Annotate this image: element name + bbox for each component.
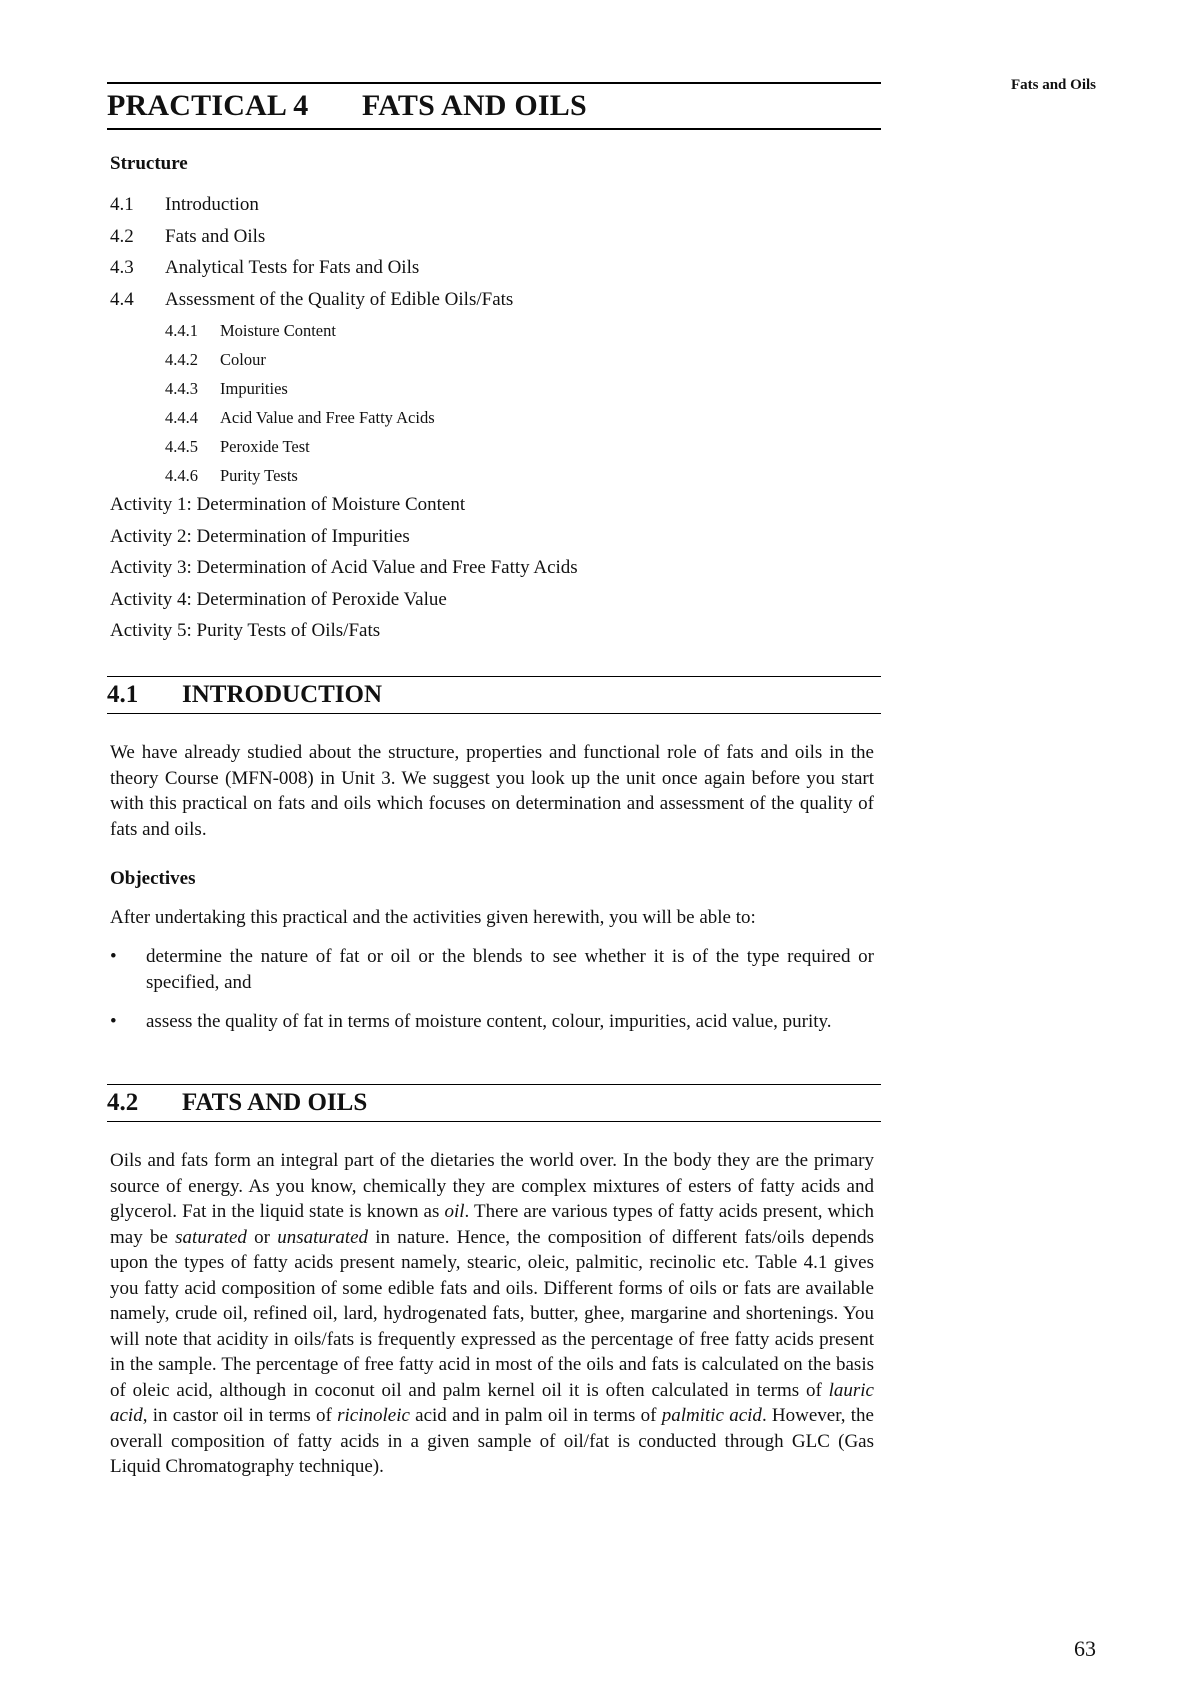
section-title [107, 677, 881, 713]
list-item-text: assess the quality of fat in terms of moisture content, colour, impurities, acid value, purity. [146, 1011, 832, 1032]
activity-item: Activity 5: Purity Tests of Oils/Fats [110, 620, 381, 641]
section-number: 4.2 [107, 1089, 139, 1116]
toc-item-label: Analytical Tests for Fats and Oils [165, 257, 420, 278]
toc-item-label: Introduction [165, 194, 259, 215]
toc-subitem-number: 4.4.4 [165, 408, 198, 427]
page-title [107, 84, 881, 128]
objectives-label: Objectives [110, 868, 196, 889]
practical-number: PRACTICAL 4 [107, 89, 309, 122]
toc-item [110, 227, 870, 259]
toc-item [110, 195, 870, 227]
toc-subitem [110, 321, 870, 350]
list-item [110, 944, 874, 995]
list-item-text: determine the nature of fat or oil or the blends to see whether it is of the type required or specified, and [146, 946, 874, 993]
section-heading-text: INTRODUCTION [182, 681, 383, 708]
toc-subitem [110, 379, 870, 408]
toc-item-number: 4.2 [110, 225, 134, 247]
section-title [107, 1085, 881, 1121]
structure-list [110, 195, 870, 653]
bullet-icon: • [110, 946, 117, 967]
paragraph-text: . However, the overall composition of fatty acids in a given sample of oil/fat is conducted through GLC (Gas Liquid Chromatography technique). [110, 1405, 874, 1477]
toc-subitem-number: 4.4.2 [165, 350, 198, 369]
emphasis-term: palmitic acid [661, 1405, 762, 1426]
page-number: 63 [1074, 1636, 1096, 1661]
emphasis-term: saturated [175, 1226, 247, 1248]
toc-item-label: Assessment of the Quality of Edible Oils/Fats [165, 288, 514, 310]
toc-item-number: 4.4 [110, 288, 134, 310]
activity-item: Activity 2: Determination of Impurities [110, 525, 410, 547]
toc-subitem [110, 408, 870, 437]
section-heading-introduction [107, 676, 881, 714]
toc-subitem [110, 350, 870, 379]
toc-subitem-number: 4.4.1 [165, 321, 198, 340]
toc-subitem-number: 4.4.3 [165, 379, 198, 398]
activity-item: Activity 3: Determination of Acid Value and Free Fatty Acids [110, 557, 578, 578]
toc-subitem-label: Peroxide Test [220, 437, 310, 456]
paragraph-text: in nature. Hence, the composition of different fats/oils depends upon the types of fatty acids present namely, stearic, oleic, palmitic, recinolic etc. Table 4.1 gives you fatty acid composition of some edible fats and oils. Different forms of oils or fats are available namely, crude oil, refined oil, lard, hydrogenated fats, butter, ghee, margarine and shortenings. You will note that acidity in oils/fats is frequently expressed as the percentage of free fatty acids present in the sample. The percentage of free fatty acid in most of the oils and fats is calculated on the basis of oleic acid, although in coconut oil and palm kernel oil it is often calculated in terms of [110, 1226, 874, 1401]
toc-subitem-label: Moisture Content [220, 321, 336, 340]
objectives-list [110, 944, 874, 1049]
paragraph-text: or [246, 1226, 278, 1248]
emphasis-term: unsaturated [277, 1226, 369, 1248]
activity-item: Activity 1: Determination of Moisture Content [110, 494, 466, 515]
fats-and-oils-paragraph [110, 1148, 874, 1480]
section-heading-text: FATS AND OILS [182, 1089, 368, 1116]
toc-item-number: 4.1 [110, 194, 134, 215]
objectives-intro: After undertaking this practical and the activities given herewith, you will be able to: [110, 907, 756, 928]
bullet-icon: • [110, 1011, 117, 1032]
section-heading-fats-and-oils [107, 1084, 881, 1122]
practical-title-block [107, 82, 881, 130]
toc-subitem [110, 437, 870, 466]
toc-subitem-label: Acid Value and Free Fatty Acids [220, 408, 435, 427]
emphasis-term: lauric acid [110, 1379, 874, 1426]
emphasis-term: ricinoleic [337, 1405, 410, 1426]
practical-title-text: FATS AND OILS [362, 89, 587, 122]
toc-subitem-number: 4.4.5 [165, 437, 198, 456]
activity-item: Activity 4: Determination of Peroxide Value [110, 588, 447, 610]
toc-subitem-number: 4.4.6 [165, 466, 198, 485]
paragraph-text: acid and in palm oil in terms of [409, 1405, 662, 1426]
introduction-paragraph: We have already studied about the structure, properties and functional role of fats and oils in the theory Course (MFN-008) in Unit 3. We suggest you look up the unit once again before you start with this practical on fats and oils which focuses on determination and assessment of the quality of fats and oils. [110, 742, 874, 840]
toc-item-label: Fats and Oils [165, 225, 266, 247]
toc-subitem-label: Colour [220, 350, 266, 369]
toc-item [110, 290, 870, 322]
paragraph-text: . There are various types of fatty acids present, which may be [110, 1201, 874, 1248]
paragraph-text: Oils and fats form an integral part of the dietaries the world over. In the body they are the primary source of energy. As you know, chemically they are complex mixtures of esters of fatty acids and glycerol. Fat in the liquid state is known as [110, 1150, 874, 1222]
emphasis-term: oil [444, 1201, 465, 1222]
toc-subitem-label: Impurities [220, 379, 288, 398]
toc-item-number: 4.3 [110, 257, 134, 278]
toc-subitem [110, 466, 870, 495]
toc-subitem-label: Purity Tests [220, 466, 298, 485]
toc-item [110, 258, 870, 290]
list-item [110, 1009, 874, 1035]
structure-label: Structure [110, 153, 188, 174]
paragraph-text: , in castor oil in terms of [142, 1405, 338, 1426]
section-number: 4.1 [107, 681, 139, 708]
running-head: Fats and Oils [1010, 77, 1096, 93]
